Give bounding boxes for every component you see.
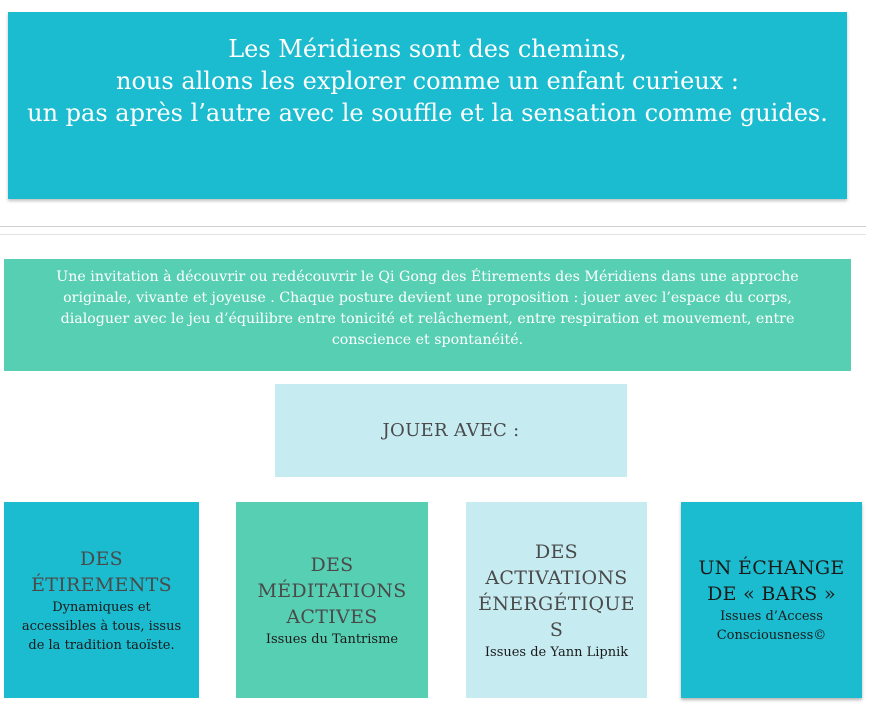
divider (0, 226, 866, 227)
card-subtitle-line: de la tradition taoïste. (28, 637, 175, 653)
card-title-line: ACTIVES (286, 605, 378, 628)
card-title (257, 552, 406, 630)
card-subtitle-line: accessibles à tous, issus (21, 618, 182, 634)
card-title-line: MÉDITATIONS (257, 579, 407, 602)
card-title-line: DES (310, 553, 354, 576)
jouer-avec-heading (275, 384, 627, 477)
card-activations (466, 502, 647, 698)
card-subtitle-line: Issues de Yann Lipnik (484, 644, 629, 660)
card-subtitle (485, 643, 628, 662)
card-subtitle-line: Issues d’Access (720, 609, 823, 624)
card-title (478, 539, 635, 643)
card-subtitle (266, 630, 398, 649)
hero-line: un pas après l’autre avec le souffle et la sensation comme guides. (27, 99, 828, 127)
card-title-line: S (549, 618, 564, 641)
invitation-line: dialoguer avec le jeu d’équilibre entre tonicité et relâchement, entre respiration et mouvement, entre (60, 311, 795, 327)
hero-banner (8, 12, 847, 199)
card-title-line: ÉTIREMENTS (31, 573, 172, 596)
card-etirements (4, 502, 199, 698)
card-title-line: DES (79, 547, 124, 570)
card-subtitle (22, 598, 181, 655)
card-meditations (236, 502, 428, 698)
divider (0, 234, 866, 235)
card-subtitle-line: Dynamiques et (52, 599, 151, 615)
jouer-avec-label: JOUER AVEC : (382, 420, 520, 441)
card-title (698, 555, 844, 607)
card-subtitle-line: Consciousness© (716, 628, 827, 643)
card-title-line: ÉNERGÉTIQUE (478, 592, 635, 615)
card-subtitle-line: Issues du Tantrisme (265, 631, 399, 647)
invitation-block (4, 259, 851, 371)
card-title-line: UN ÉCHANGE (698, 557, 845, 579)
card-title (31, 546, 172, 598)
card-title-line: ACTIVATIONS (485, 566, 628, 589)
card-bars (681, 502, 862, 698)
card-subtitle (717, 607, 827, 645)
hero-line: nous allons les explorer comme un enfant curieux : (116, 67, 739, 95)
card-title-line: DE « BARS » (707, 583, 836, 605)
invitation-line: Une invitation à découvrir ou redécouvrir le Qi Gong des Étirements des Méridiens dans une approche (56, 269, 799, 285)
invitation-line: originale, vivante et joyeuse . Chaque posture devient une proposition : jouer avec l’espace du corps, (63, 290, 792, 306)
invitation-line: conscience et spontanéité. (331, 332, 524, 348)
hero-line: Les Méridiens sont des chemins, (228, 35, 627, 63)
card-title-line: DES (534, 540, 579, 563)
